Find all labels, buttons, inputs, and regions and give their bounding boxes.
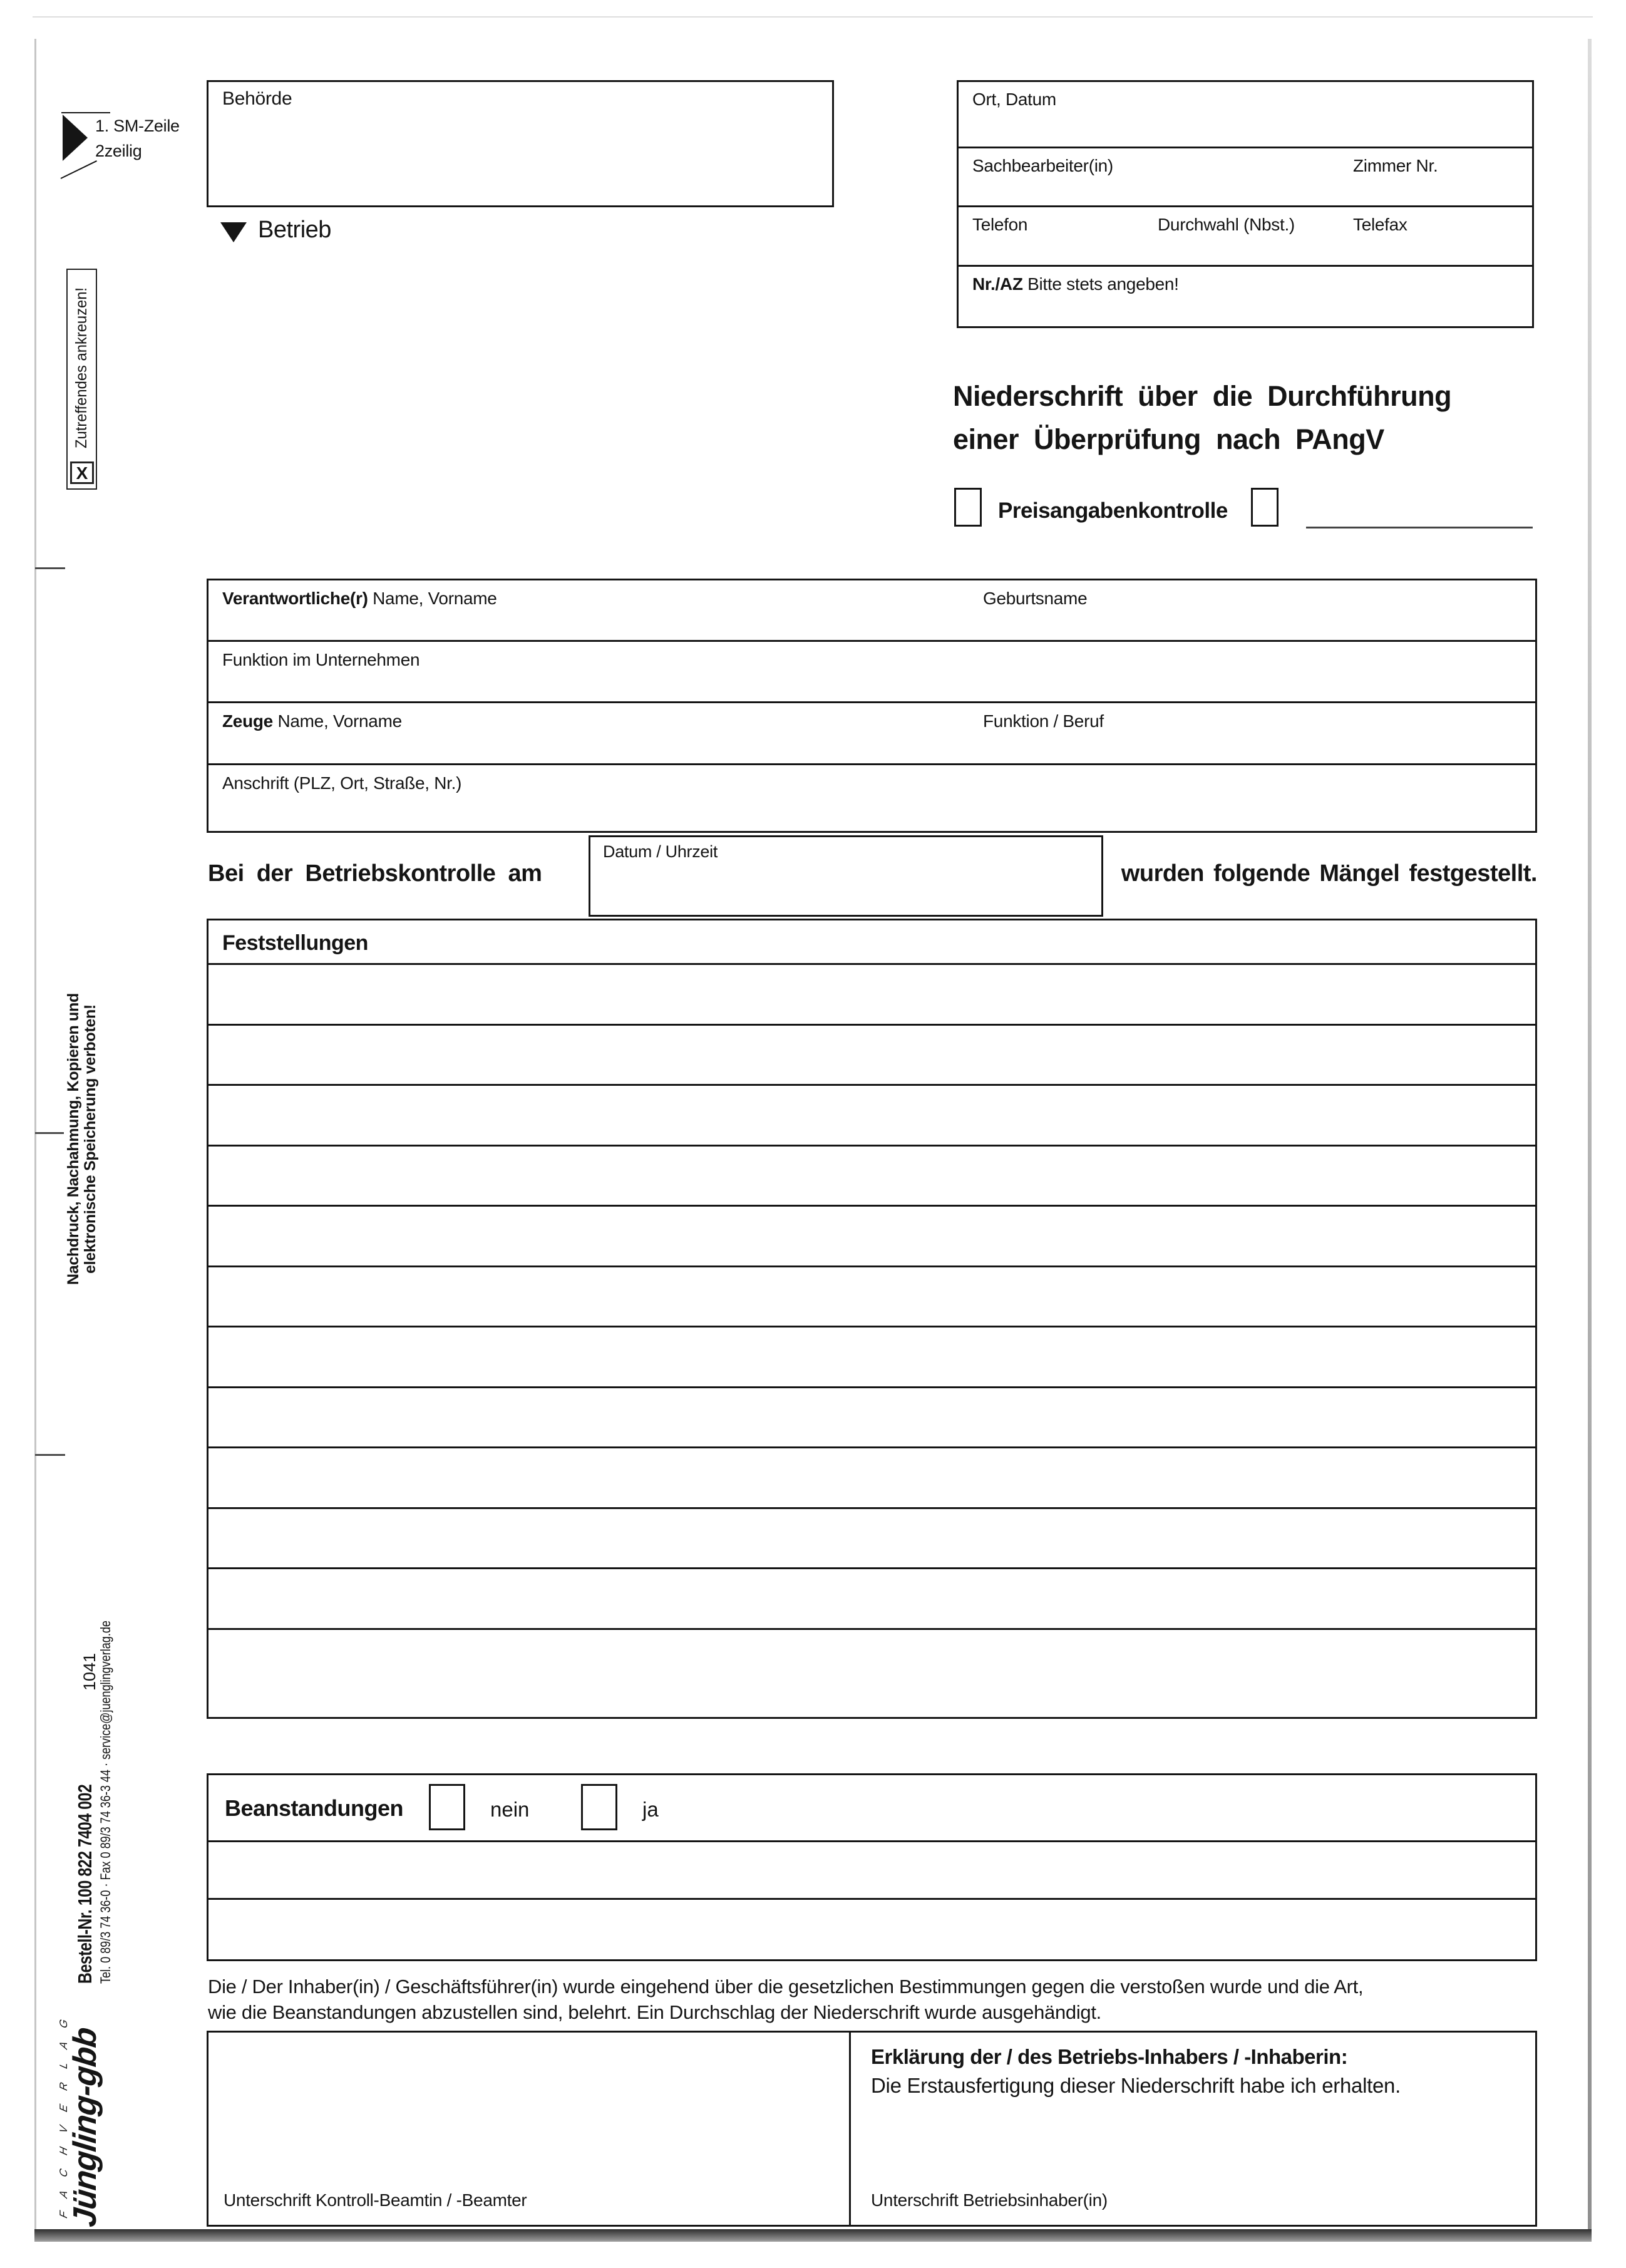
feststellungen-row-4[interactable] bbox=[208, 1147, 1535, 1207]
page-left-edge bbox=[34, 39, 36, 2230]
signature-box bbox=[207, 2031, 1537, 2227]
sm-marker-slant-line bbox=[61, 160, 97, 179]
datum-uhrzeit-label: Datum / Uhrzeit bbox=[603, 842, 718, 861]
anschrift-field[interactable] bbox=[208, 765, 1535, 827]
page-bottom-shadow bbox=[34, 2229, 1592, 2242]
feststellungen-row-3[interactable] bbox=[208, 1086, 1535, 1147]
beanstandungen-box bbox=[207, 1773, 1537, 1961]
beanstandungen-header-row bbox=[208, 1775, 1535, 1842]
person-fields-table bbox=[207, 579, 1537, 833]
feststellungen-row-11[interactable] bbox=[208, 1569, 1535, 1630]
signature-right-label: Unterschrift Betriebsinhaber(in) bbox=[871, 2190, 1108, 2210]
verantwortliche-field[interactable] bbox=[208, 580, 1535, 642]
verantwortliche-label-bold: Verantwortliche(r) bbox=[222, 589, 368, 608]
publisher-tagline: F A C H V E R L A G bbox=[58, 2012, 69, 2220]
kontrolle-suffix: wurden folgende Mängel festgestellt. bbox=[1121, 860, 1537, 887]
sm-marker-arrow-icon bbox=[63, 115, 88, 161]
behoerde-label: Behörde bbox=[222, 88, 292, 109]
kontrolle-prefix: Bei der Betriebskontrolle am bbox=[208, 860, 542, 887]
contact-box[interactable] bbox=[957, 80, 1534, 328]
beanstandungen-nein-checkbox[interactable] bbox=[429, 1784, 465, 1830]
zeuge-label-bold: Zeuge bbox=[222, 711, 273, 731]
publisher-logo bbox=[58, 1976, 104, 2227]
check-note-text: Zutreffendes ankreuzen! bbox=[73, 287, 90, 448]
telefon-label: Telefon bbox=[972, 215, 1028, 234]
publisher-contact: Tel. 0 89/3 74 36-0 · Fax 0 89/3 74 36-3 44 · service@juenglingverlag.de bbox=[98, 1621, 113, 1984]
durchwahl-label: Durchwahl (Nbst.) bbox=[1158, 215, 1295, 234]
geburtsname-label: Geburtsname bbox=[983, 589, 1088, 608]
feststellungen-row-12[interactable] bbox=[208, 1630, 1535, 1693]
check-note-x-box bbox=[70, 461, 94, 484]
form-title-line2: einer Überprüfung nach PAngV bbox=[953, 423, 1384, 455]
zeuge-field[interactable] bbox=[208, 703, 1535, 765]
feststellungen-row-2[interactable] bbox=[208, 1026, 1535, 1086]
feststellungen-row-5[interactable] bbox=[208, 1207, 1535, 1267]
feststellungen-table bbox=[207, 919, 1537, 1719]
copy-warning-line-1: Nachdruck, Nachahmung, Kopieren und bbox=[64, 993, 82, 1285]
publisher-name: Jüngling-gbb bbox=[67, 2026, 103, 2229]
belehrung-paragraph bbox=[208, 1974, 1540, 2025]
feststellungen-rows bbox=[208, 965, 1535, 1693]
nraz-label-bold: Nr./AZ bbox=[972, 274, 1023, 294]
telefax-label: Telefax bbox=[1353, 215, 1407, 234]
feststellungen-header bbox=[208, 920, 1535, 965]
feststellungen-title: Feststellungen bbox=[222, 931, 368, 955]
sachbearbeiter-label: Sachbearbeiter(in) bbox=[972, 156, 1113, 175]
feststellungen-row-7[interactable] bbox=[208, 1327, 1535, 1388]
sm-marker-label-1: 1. SM-Zeile bbox=[95, 116, 180, 135]
page-right-edge bbox=[1588, 39, 1592, 2230]
funktion-beruf-label: Funktion / Beruf bbox=[983, 711, 1104, 731]
datum-uhrzeit-field[interactable] bbox=[589, 835, 1103, 917]
ort-datum-field[interactable] bbox=[959, 82, 1532, 148]
beanstandungen-title: Beanstandungen bbox=[225, 1795, 404, 1821]
other-checkbox[interactable] bbox=[1251, 488, 1279, 527]
beanstandungen-ja-label: ja bbox=[642, 1798, 659, 1821]
signature-left-area[interactable] bbox=[208, 2033, 849, 2225]
anschrift-label: Anschrift (PLZ, Ort, Straße, Nr.) bbox=[222, 773, 462, 793]
behoerde-field[interactable] bbox=[207, 80, 834, 207]
fold-mark-1 bbox=[35, 567, 65, 569]
telefon-field[interactable] bbox=[959, 207, 1532, 267]
beanstandungen-nein-label: nein bbox=[490, 1798, 530, 1821]
preiskontrolle-checkbox[interactable] bbox=[954, 488, 982, 527]
preiskontrolle-label: Preisangabenkontrolle bbox=[998, 498, 1228, 523]
sm-marker-top-line bbox=[61, 112, 110, 113]
fold-mark-2 bbox=[35, 1132, 64, 1134]
betrieb-arrow-icon bbox=[220, 222, 247, 242]
ort-datum-label: Ort, Datum bbox=[972, 90, 1056, 109]
verantwortliche-label-rest: Name, Vorname bbox=[373, 589, 497, 608]
copy-warning-line-2: elektronische Speicherung verboten! bbox=[81, 1004, 99, 1274]
feststellungen-row-9[interactable] bbox=[208, 1448, 1535, 1509]
other-write-in-line[interactable] bbox=[1306, 527, 1533, 528]
beanstandungen-row-2[interactable] bbox=[208, 1900, 1535, 1957]
form-title-line1: Niederschrift über die Durchführung bbox=[953, 380, 1452, 412]
erklaerung-heading: Erklärung der / des Betriebs-Inhabers / -Inhaberin: bbox=[871, 2045, 1348, 2068]
fold-mark-3 bbox=[35, 1454, 65, 1456]
zimmer-label: Zimmer Nr. bbox=[1353, 156, 1438, 175]
belehrung-line-1: Die / Der Inhaber(in) / Geschäftsführer(in) wurde eingehend über die gesetzlichen Bestimmungen gegen die verstoßen wurde und die Art, bbox=[208, 1976, 1364, 1997]
erklaerung-text: Die Erstausfertigung dieser Niederschrift habe ich erhalten. bbox=[871, 2074, 1401, 2097]
feststellungen-row-1[interactable] bbox=[208, 965, 1535, 1026]
page-top-edge bbox=[33, 16, 1593, 18]
belehrung-line-2: wie die Beanstandungen abzustellen sind, belehrt. Ein Durchschlag der Niederschrift wurde ausgehändigt. bbox=[208, 2001, 1101, 2023]
feststellungen-row-8[interactable] bbox=[208, 1388, 1535, 1449]
betrieb-label: Betrieb bbox=[258, 217, 331, 243]
feststellungen-row-10[interactable] bbox=[208, 1509, 1535, 1570]
feststellungen-row-6[interactable] bbox=[208, 1267, 1535, 1328]
sm-marker-label-2: 2zeilig bbox=[95, 142, 142, 160]
sachbearbeiter-field[interactable] bbox=[959, 148, 1532, 207]
zeuge-label-rest: Name, Vorname bbox=[277, 711, 402, 731]
beanstandungen-row-1[interactable] bbox=[208, 1842, 1535, 1900]
signature-left-label: Unterschrift Kontroll-Beamtin / -Beamter bbox=[224, 2190, 527, 2210]
order-number: Bestell-Nr. 100 822 7404 002 bbox=[74, 1784, 96, 1984]
copy-warning-text bbox=[65, 989, 99, 1289]
nraz-label-rest: Bitte stets angeben! bbox=[1027, 274, 1179, 294]
nraz-field[interactable] bbox=[959, 267, 1532, 324]
form-number: 1041 bbox=[80, 1652, 99, 1691]
funktion-unternehmen-label: Funktion im Unternehmen bbox=[222, 650, 420, 669]
funktion-unternehmen-field[interactable] bbox=[208, 642, 1535, 703]
beanstandungen-ja-checkbox[interactable] bbox=[581, 1784, 617, 1830]
signature-right-area[interactable] bbox=[851, 2033, 1537, 2225]
check-note-x: X bbox=[76, 463, 88, 483]
